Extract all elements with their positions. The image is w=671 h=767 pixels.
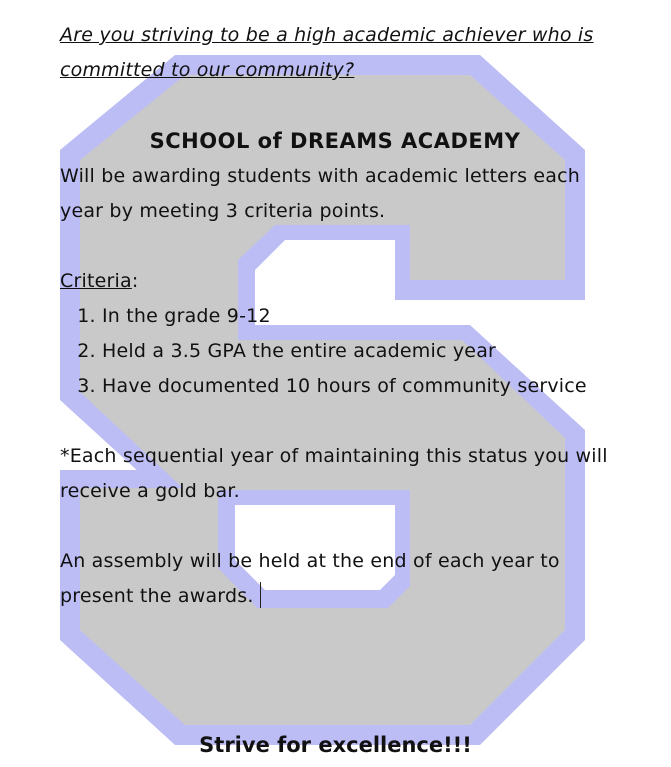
criteria-label: Criteria: [60, 270, 132, 292]
criteria-item: 3. Have documented 10 hours of community service: [102, 369, 610, 404]
spacer: [60, 509, 610, 544]
criteria-heading: [60, 264, 610, 299]
spacer: [60, 229, 610, 264]
school-title: SCHOOL of DREAMS ACADEMY: [149, 129, 521, 153]
criteria-item: 2. Held a 3.5 GPA the entire academic year: [102, 334, 610, 369]
criteria-list: [60, 299, 610, 404]
intro-question: Are you striving to be a high academic achiever who is committed to our community?: [60, 24, 594, 81]
document-body: [60, 18, 610, 614]
assembly-paragraph[interactable]: [60, 544, 610, 614]
gold-bar-note: *Each sequential year of maintaining this status you will receive a gold bar.: [60, 445, 608, 502]
text-cursor: [260, 582, 261, 608]
closing-slogan: Strive for excellence!!!: [199, 733, 472, 757]
announcement-paragraph: Will be awarding students with academic letters each year by meeting 3 criteria points.: [60, 165, 581, 222]
criteria-item: 1. In the grade 9-12: [102, 299, 610, 334]
spacer: [60, 404, 610, 439]
criteria-colon: :: [131, 270, 139, 292]
assembly-text: An assembly will be held at the end of each year to present the awards.: [60, 550, 560, 607]
